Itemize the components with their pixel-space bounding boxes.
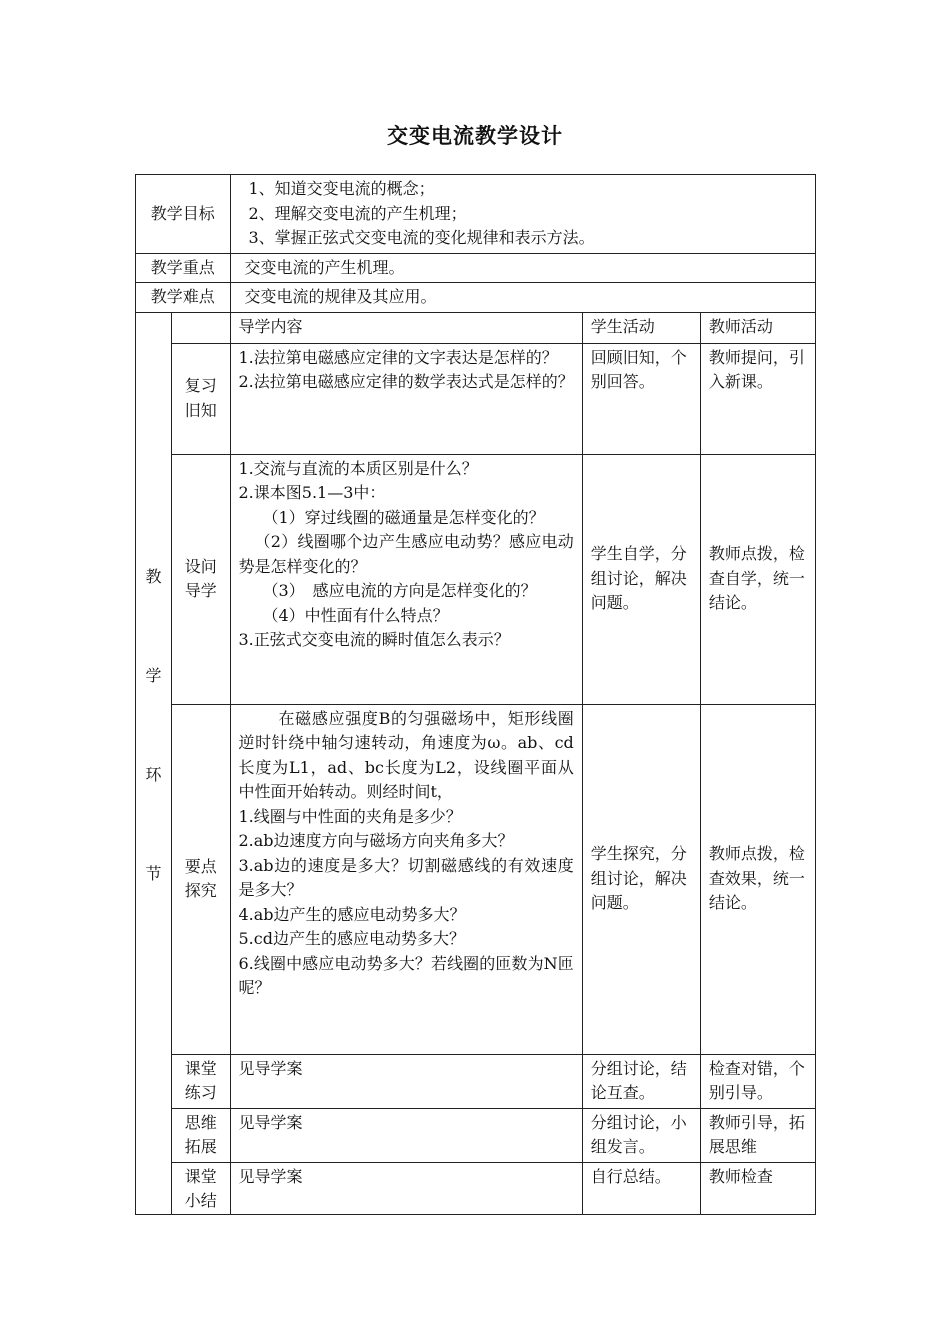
objectives-list [230, 175, 816, 254]
practice-student-activity: 分组讨论，结论互查。 [582, 1054, 700, 1108]
practice-stage-label: 课堂 练习 [171, 1054, 230, 1108]
review-row [136, 343, 816, 454]
guided-row [136, 454, 816, 704]
key-point-text: 交变电流的产生机理。 [230, 253, 816, 283]
objectives-row [136, 175, 816, 254]
procedure-header-row [136, 312, 816, 343]
explore-row [136, 704, 816, 1054]
explore-intro: 在磁感应强度B的匀强磁场中，矩形线圈逆时针绕中轴匀速转动，角速度为ω。ab、cd长度为L1，ad、bc长度为L2，设线圈平面从中性面开始转动。则经时间t， [238, 708, 574, 801]
extension-content: 见导学案 [230, 1108, 582, 1162]
review-content: 1.法拉第电磁感应定律的文字表达是怎样的？ 2.法拉第电磁感应定律的数学表达式是怎样的？ [230, 343, 582, 454]
teacher-header: 教师活动 [700, 312, 815, 343]
summary-teacher-activity: 教师检查 [700, 1162, 815, 1214]
practice-content: 见导学案 [230, 1054, 582, 1108]
difficulty-label: 教学难点 [136, 283, 231, 313]
summary-stage-label: 课堂 小结 [171, 1162, 230, 1214]
guided-content: 1.交流与直流的本质区别是什么？ 2.课本图5.1—3中： （1）穿过线圈的磁通量是怎样变化的？ （2）线圈哪个边产生感应电动势？感应电动势是怎样变化的？ （3） 感应电流的方向是怎样变化的？ （4）中性面有什么特点？ 3.正弦式交变电流的瞬时值怎么表示？ [230, 454, 582, 704]
guided-stage-label: 设问 导学 [171, 454, 230, 704]
extension-stage-label: 思维 拓展 [171, 1108, 230, 1162]
objective-item: 1、知道交变电流的概念； [248, 179, 435, 198]
lesson-plan-table [135, 174, 816, 1215]
key-point-row [136, 253, 816, 283]
document-title: 交变电流教学设计 [387, 123, 563, 148]
summary-content: 见导学案 [230, 1162, 582, 1214]
student-header: 学生活动 [582, 312, 700, 343]
review-stage-label: 复习 旧知 [171, 343, 230, 454]
explore-student-activity: 学生探究，分组讨论，解决问题。 [582, 704, 700, 1054]
summary-row [136, 1162, 816, 1214]
objectives-label: 教学目标 [136, 175, 231, 254]
extension-teacher-activity: 教师引导，拓展思维 [700, 1108, 815, 1162]
procedure-side-label: 教 学 环 节 [136, 312, 172, 1214]
objective-item: 3、掌握正弦式交变电流的变化规律和表示方法。 [248, 228, 595, 247]
content-header: 导学内容 [230, 312, 582, 343]
review-teacher-activity: 教师提问，引入新课。 [700, 343, 815, 454]
summary-student-activity: 自行总结。 [582, 1162, 700, 1214]
practice-row [136, 1054, 816, 1108]
objective-item: 2、理解交变电流的产生机理； [248, 203, 467, 223]
key-point-label: 教学重点 [136, 253, 231, 283]
extension-row [136, 1108, 816, 1162]
explore-teacher-activity: 教师点拨，检查效果，统一结论。 [700, 704, 815, 1054]
review-student-activity: 回顾旧知，个别回答。 [582, 343, 700, 454]
guided-student-activity: 学生自学，分组讨论，解决问题。 [582, 454, 700, 704]
extension-student-activity: 分组讨论，小组发言。 [582, 1108, 700, 1162]
difficulty-row [136, 283, 816, 313]
explore-stage-label: 要点 探究 [171, 704, 230, 1054]
guided-teacher-activity: 教师点拨，检查自学，统一结论。 [700, 454, 815, 704]
stage-header-empty [171, 312, 230, 343]
explore-content: 在磁感应强度B的匀强磁场中，矩形线圈逆时针绕中轴匀速转动，角速度为ω。ab、cd长度为L1，ad、bc长度为L2，设线圈平面从中性面开始转动。则经时间t， 1.线圈与中性面的夹角是多少？ 2.ab边速度方向与磁场方向夹角多大？ 3.ab边的速度是多大？切割磁感线的有效速度是多大？ 4.ab边产生的感应电动势多大？ 5.cd边产生的感应电动势多大？ 6.线圈中感应电动势多大？若线圈的匝数为N匝呢？ [230, 704, 582, 1054]
practice-teacher-activity: 检查对错，个别引导。 [700, 1054, 815, 1108]
difficulty-text: 交变电流的规律及其应用。 [230, 283, 816, 313]
